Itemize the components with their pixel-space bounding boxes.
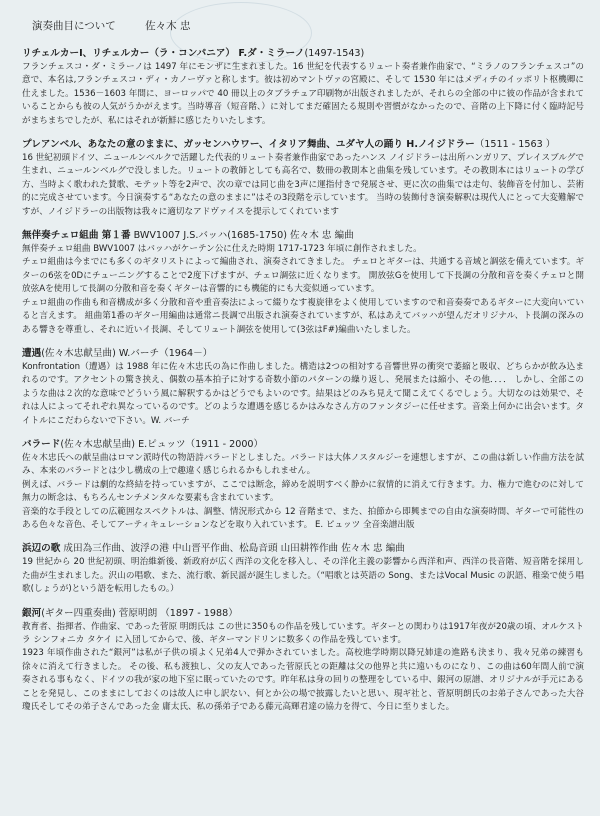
piece-section <box>22 438 584 532</box>
piece-title-detail: （1511 - 1563 ） <box>474 139 556 151</box>
piece-title <box>22 47 584 61</box>
piece-title-detail: (佐々木忠献呈曲) E.ピュッツ（1911 - 2000） <box>60 438 264 450</box>
piece-title <box>22 347 584 361</box>
piece-section <box>22 347 584 428</box>
piece-list <box>22 47 584 714</box>
piece-description: 19 世紀から 20 世紀初頭、明治維新後、新政府が広く西洋の文化を移入し、その洋化主義の影響から西洋和声、西洋の長音階、短音階を採用した曲が生まれました。沢山の唱歌、また、流行歌、新民謡が誕生しました。（“唱歌とは英語の Song、またはVocal Music の訳語、稚楽で使う唱歌(しょうが)という語を転用したもの。） <box>22 557 584 595</box>
piece-section <box>22 607 584 715</box>
piece-description: 16 世紀初頭ドイツ、ニュールンベルクで活躍した代表的リュート奏者兼作曲家であったハンス ノイジドラーは出所ハンガリア、プレイスブルグで生まれ、ニュールンベルグで没しました。リュートの教師としても高名で、数冊の教則本と曲集を残しています。その教則本にはリュートの学び方、当時よく歌われた賛歌、モテット等を2声で、次の章では同じ曲を3声に運指付きで発展させ、更に次の曲集では走句、装飾音を付加し、芸術的に完成させています。今日演奏する“あなたの意のままに”はその3段階を示しています。 当時の装飾付き演奏解釈は現代人にとって大変難解ですが、ノイジドラーの出版物は我々に適切なアドヴァイスを提示してくれています <box>22 153 584 217</box>
piece-description: Konfrontation（遭遇）は 1988 年に佐々木忠氏の為に作曲しました。構造は2つの相対する音響世界の衝突で萎縮と吸収、どちらかが飲み込まれるのです。アクセントの驚き挟え、偶数の基本拍子に対する奇数小節のパターンの繰り返し、発展または縮小、その他．．．． しかし、全部このような曲は２次的な意味でどういう風に解釈するかはどうでもよいのです。結果はどのみち見えて聞こえてくるでしょう。大切なのは効果で、それは人によってそれぞれ異なっているのです。どのような遭遇を感じるかはみなさん方のファンタジーに任せます。音楽上何かに出会います。タイトルにこだわらないで下さい。W. バーチ <box>22 361 584 426</box>
piece-description: 教育者、指揮者、作曲家、であった菅原 明朗氏は この世に350もの作品を残しています。ギターとの関わりは1917年夜が20歳の頃、オルケストラ シンフォニカ タケイ に入団してからで、後、ギターマンドリンに数多くの作品を残しています。 1923 年頃作曲された“銀河”は私が子供の頃よく兄弟4人で弾かされていました。高校進学時期以降兄姉達の進路も決まり、我々兄弟の練習も徐々に消えて行きました。 その後、私も渡独し、父の友人であった菅原氏との距離は父の他界と共に遠いものになり、この曲は60年間人前で演奏される事もなく、ドイツの我が家の地下室に眠っていたのです。昨年私は身の回りの整理をしている中、銀河の原譜、オリジナルが手元にあることを発見し、このままにしておくのは故人に申し訳ない、何とか公の場で披露したいと思い、現ギ社と、菅原明朗氏のお弟子さんであった大谷瓊氏そしてその弟子さんであった金 庸太氏、私の孫弟子である藤元高輝君達の協力を得て、今日に至りました。 <box>22 621 584 713</box>
page-header <box>22 18 584 33</box>
piece-title-main: リチェルカーI、リチェルカー（ラ・コンパニア） F.ダ・ミラーノ <box>22 48 305 59</box>
piece-title-detail: BWV1007 J.S.バッハ(1685-1750) 佐々木 忠 編曲 <box>130 230 354 242</box>
piece-title <box>22 438 584 452</box>
page-author: 佐々木 忠 <box>145 20 191 32</box>
piece-title <box>22 607 584 621</box>
piece-title-main: 無伴奏チェロ組曲 第１番 <box>22 230 131 242</box>
piece-description: フランチェスコ・ダ・ミラーノは 1497 年にモンザに生まれました。16 世紀を代表するリュート奏者兼作曲家で、“ミラノのフランチェスコ”の意で、本名は,フランチェスコ・ディ・カノーヴァと称します。彼は初めマントヴァの宮殿に、そして 1530 年にはメディチのイッポリト枢機卿に仕えました。1536－1603 年間に、ヨーロッパで 40 冊以上のタブラチュア印刷物が出版されましたが、それらの全部の中に彼の作品が含まれていることからも彼の人気がうかがえます。当時導音（短音階、）に対してまだ確固たる規則や習慣がなかったので、音階の上下降に付く臨時記号がまちまちでしたが、私にはそれが新鮮に感じたりいたします。 <box>22 62 584 126</box>
piece-section <box>22 542 584 596</box>
page-title: 演奏曲目について <box>32 20 116 32</box>
piece-title <box>22 138 584 152</box>
piece-title-main: 銀河 <box>22 607 42 619</box>
piece-title <box>22 229 584 243</box>
piece-title-detail: (1497-1543) <box>304 48 365 59</box>
piece-title-main: 浜辺の歌 <box>22 543 61 555</box>
piece-description: 無伴奏チェロ組曲 BWV1007 はバッハがケーテン公に仕えた時期 1717-1723 年頃に創作されました。 チェロ組曲は今までにも多くのギタリストによって編曲され、演奏されてきました。 チェロとギターは、共通する音域と調弦を備えています。ギターの6弦を0Dにチューニングすることで2度下げますが、チェロ調弦に近くなります。 開放弦Gを使用して下長調の分散和音を奏くチェロと開放弦Aを使用して長調の分散和音を奏くギターは音響的にも機能的にも大変似通っています。 チェロ組曲の作曲も和音構成が多く分散和音や重音奏法によって綴りなす複旋律をよく使用していますので和音奏奏であるギターに大変向いていると言えます。 組曲第1番のギター用編曲は通常ニ長調で出版され演奏されていますが、私はあえてバッハが望んだオリジナル、ト長調の深みのある響きを尊重し、それに近いイ長調、そしてリュート調弦を使用して(3弦はF#)編曲いたしました。 <box>22 244 584 335</box>
piece-title-detail: (ギター四重奏曲) 菅原明朗 （1897 - 1988） <box>41 607 238 619</box>
piece-title-main: バラード <box>22 438 61 450</box>
piece-title-detail: (佐々木忠献呈曲) W.バーチ（1964－） <box>41 347 213 359</box>
piece-title-detail: 成田為三作曲、波浮の港 中山晋平作曲、松島音頭 山田耕筰作曲 佐々木 忠 編曲 <box>60 543 405 555</box>
piece-description: 佐々木忠氏への献呈曲はロマン派時代の物語詩バラードとしました。バラードは大体ノスタルジーを連想しますが、この曲は新しい作曲方法を試み、本来のバラードとは少し構成の上で趣違く感じられるかもしれません。 例えば、バラードは劇的な終結を持っていますが、ここでは断念，締めを説明すべく静かに叙情的に消えて行きます。力、権力で進むのに対して無力の断念は、もちろんセンチメンタルな要素も含まれています。 音楽的な手段としての広範囲なスペクトルは、調整、情況形式から 12 音階まで、また、拍節から即興までの自由な演奏時間、ギターで可能性のある色々な音色、そしてアーティキュレーションなどを取り入れています。 E. ピュッツ 全音楽譜出版 <box>22 452 584 530</box>
piece-section <box>22 138 584 219</box>
piece-title-main: 遭遇 <box>22 347 42 359</box>
piece-title-main: プレアンベル、あなたの意のままに、ガッセンハウワー、イタリア舞曲、ユダヤ人の踊り H.ノイジドラー <box>22 139 475 151</box>
program-notes-document <box>22 18 584 724</box>
piece-section <box>22 47 584 128</box>
piece-title <box>22 542 584 556</box>
piece-section <box>22 229 584 337</box>
